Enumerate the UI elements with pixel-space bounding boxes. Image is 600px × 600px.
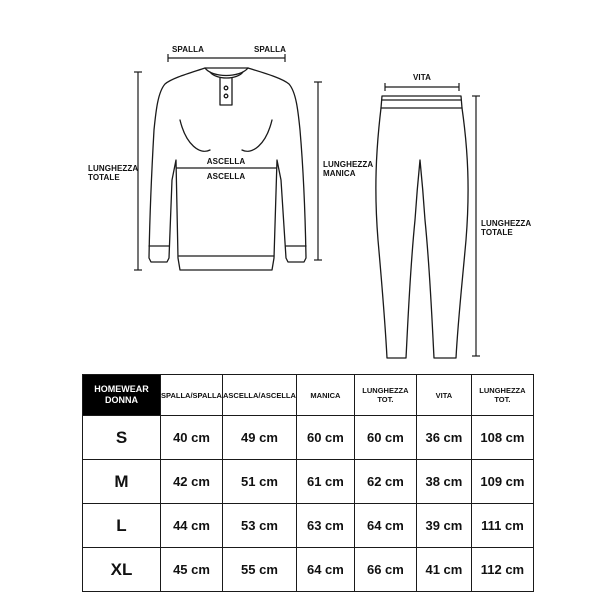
- table-cell: 64 cm: [296, 548, 354, 592]
- pants-garment-drawing: [376, 96, 468, 358]
- table-cell: 40 cm: [161, 416, 223, 460]
- label-lunghezza-totale-top-1: LUNGHEZZA: [88, 164, 139, 173]
- table-cell: 64 cm: [354, 504, 416, 548]
- corner-line-1: HOMEWEAR: [94, 384, 149, 394]
- label-ascella-top: ASCELLA: [206, 157, 246, 166]
- label-lunghezza-totale-pants-2: TOTALE: [481, 228, 513, 237]
- table-cell: 39 cm: [416, 504, 471, 548]
- label-spalla-left: SPALLA: [172, 45, 205, 54]
- header-manica: MANICA: [296, 375, 354, 416]
- table-cell: 111 cm: [471, 504, 533, 548]
- table-cell: 53 cm: [223, 504, 297, 548]
- table-header-row: [83, 375, 534, 416]
- label-lunghezza-manica-1: LUNGHEZZA: [323, 160, 374, 169]
- header-ascella: ASCELLA/ASCELLA: [223, 375, 297, 416]
- label-lunghezza-totale-top-2: TOTALE: [88, 173, 120, 182]
- table-row: [83, 416, 534, 460]
- table-row: [83, 548, 534, 592]
- table-row: [83, 460, 534, 504]
- table-cell: 63 cm: [296, 504, 354, 548]
- table-cell: 60 cm: [354, 416, 416, 460]
- table-cell: 45 cm: [161, 548, 223, 592]
- table-cell: 44 cm: [161, 504, 223, 548]
- measurement-lines: [134, 54, 480, 356]
- header-vita: VITA: [416, 375, 471, 416]
- label-ascella-bottom: ASCELLA: [206, 172, 246, 181]
- table-corner-title: [83, 375, 161, 416]
- size-chart-table: [82, 374, 534, 592]
- header-lunghezza-top: LUNGHEZZA TOT.: [354, 375, 416, 416]
- table-cell: 38 cm: [416, 460, 471, 504]
- size-label: L: [83, 504, 161, 548]
- table-cell: 112 cm: [471, 548, 533, 592]
- label-lunghezza-manica-2: MANICA: [323, 169, 356, 178]
- table-row: [83, 504, 534, 548]
- table-cell: 49 cm: [223, 416, 297, 460]
- label-lunghezza-totale-pants-1: LUNGHEZZA: [481, 219, 532, 228]
- table-cell: 66 cm: [354, 548, 416, 592]
- table-cell: 42 cm: [161, 460, 223, 504]
- corner-line-2: DONNA: [105, 395, 138, 405]
- size-label: S: [83, 416, 161, 460]
- table-cell: 41 cm: [416, 548, 471, 592]
- label-spalla-right: SPALLA: [254, 45, 287, 54]
- label-vita: VITA: [412, 73, 432, 82]
- size-label: M: [83, 460, 161, 504]
- header-lunghezza-pants: LUNGHEZZA TOT.: [471, 375, 533, 416]
- table-cell: 61 cm: [296, 460, 354, 504]
- size-label: XL: [83, 548, 161, 592]
- table-cell: 62 cm: [354, 460, 416, 504]
- table-cell: 60 cm: [296, 416, 354, 460]
- top-garment-drawing: [149, 68, 306, 270]
- table-cell: 51 cm: [223, 460, 297, 504]
- table-cell: 55 cm: [223, 548, 297, 592]
- table-cell: 109 cm: [471, 460, 533, 504]
- table-cell: 36 cm: [416, 416, 471, 460]
- table-cell: 108 cm: [471, 416, 533, 460]
- header-spalla: SPALLA/SPALLA: [161, 375, 223, 416]
